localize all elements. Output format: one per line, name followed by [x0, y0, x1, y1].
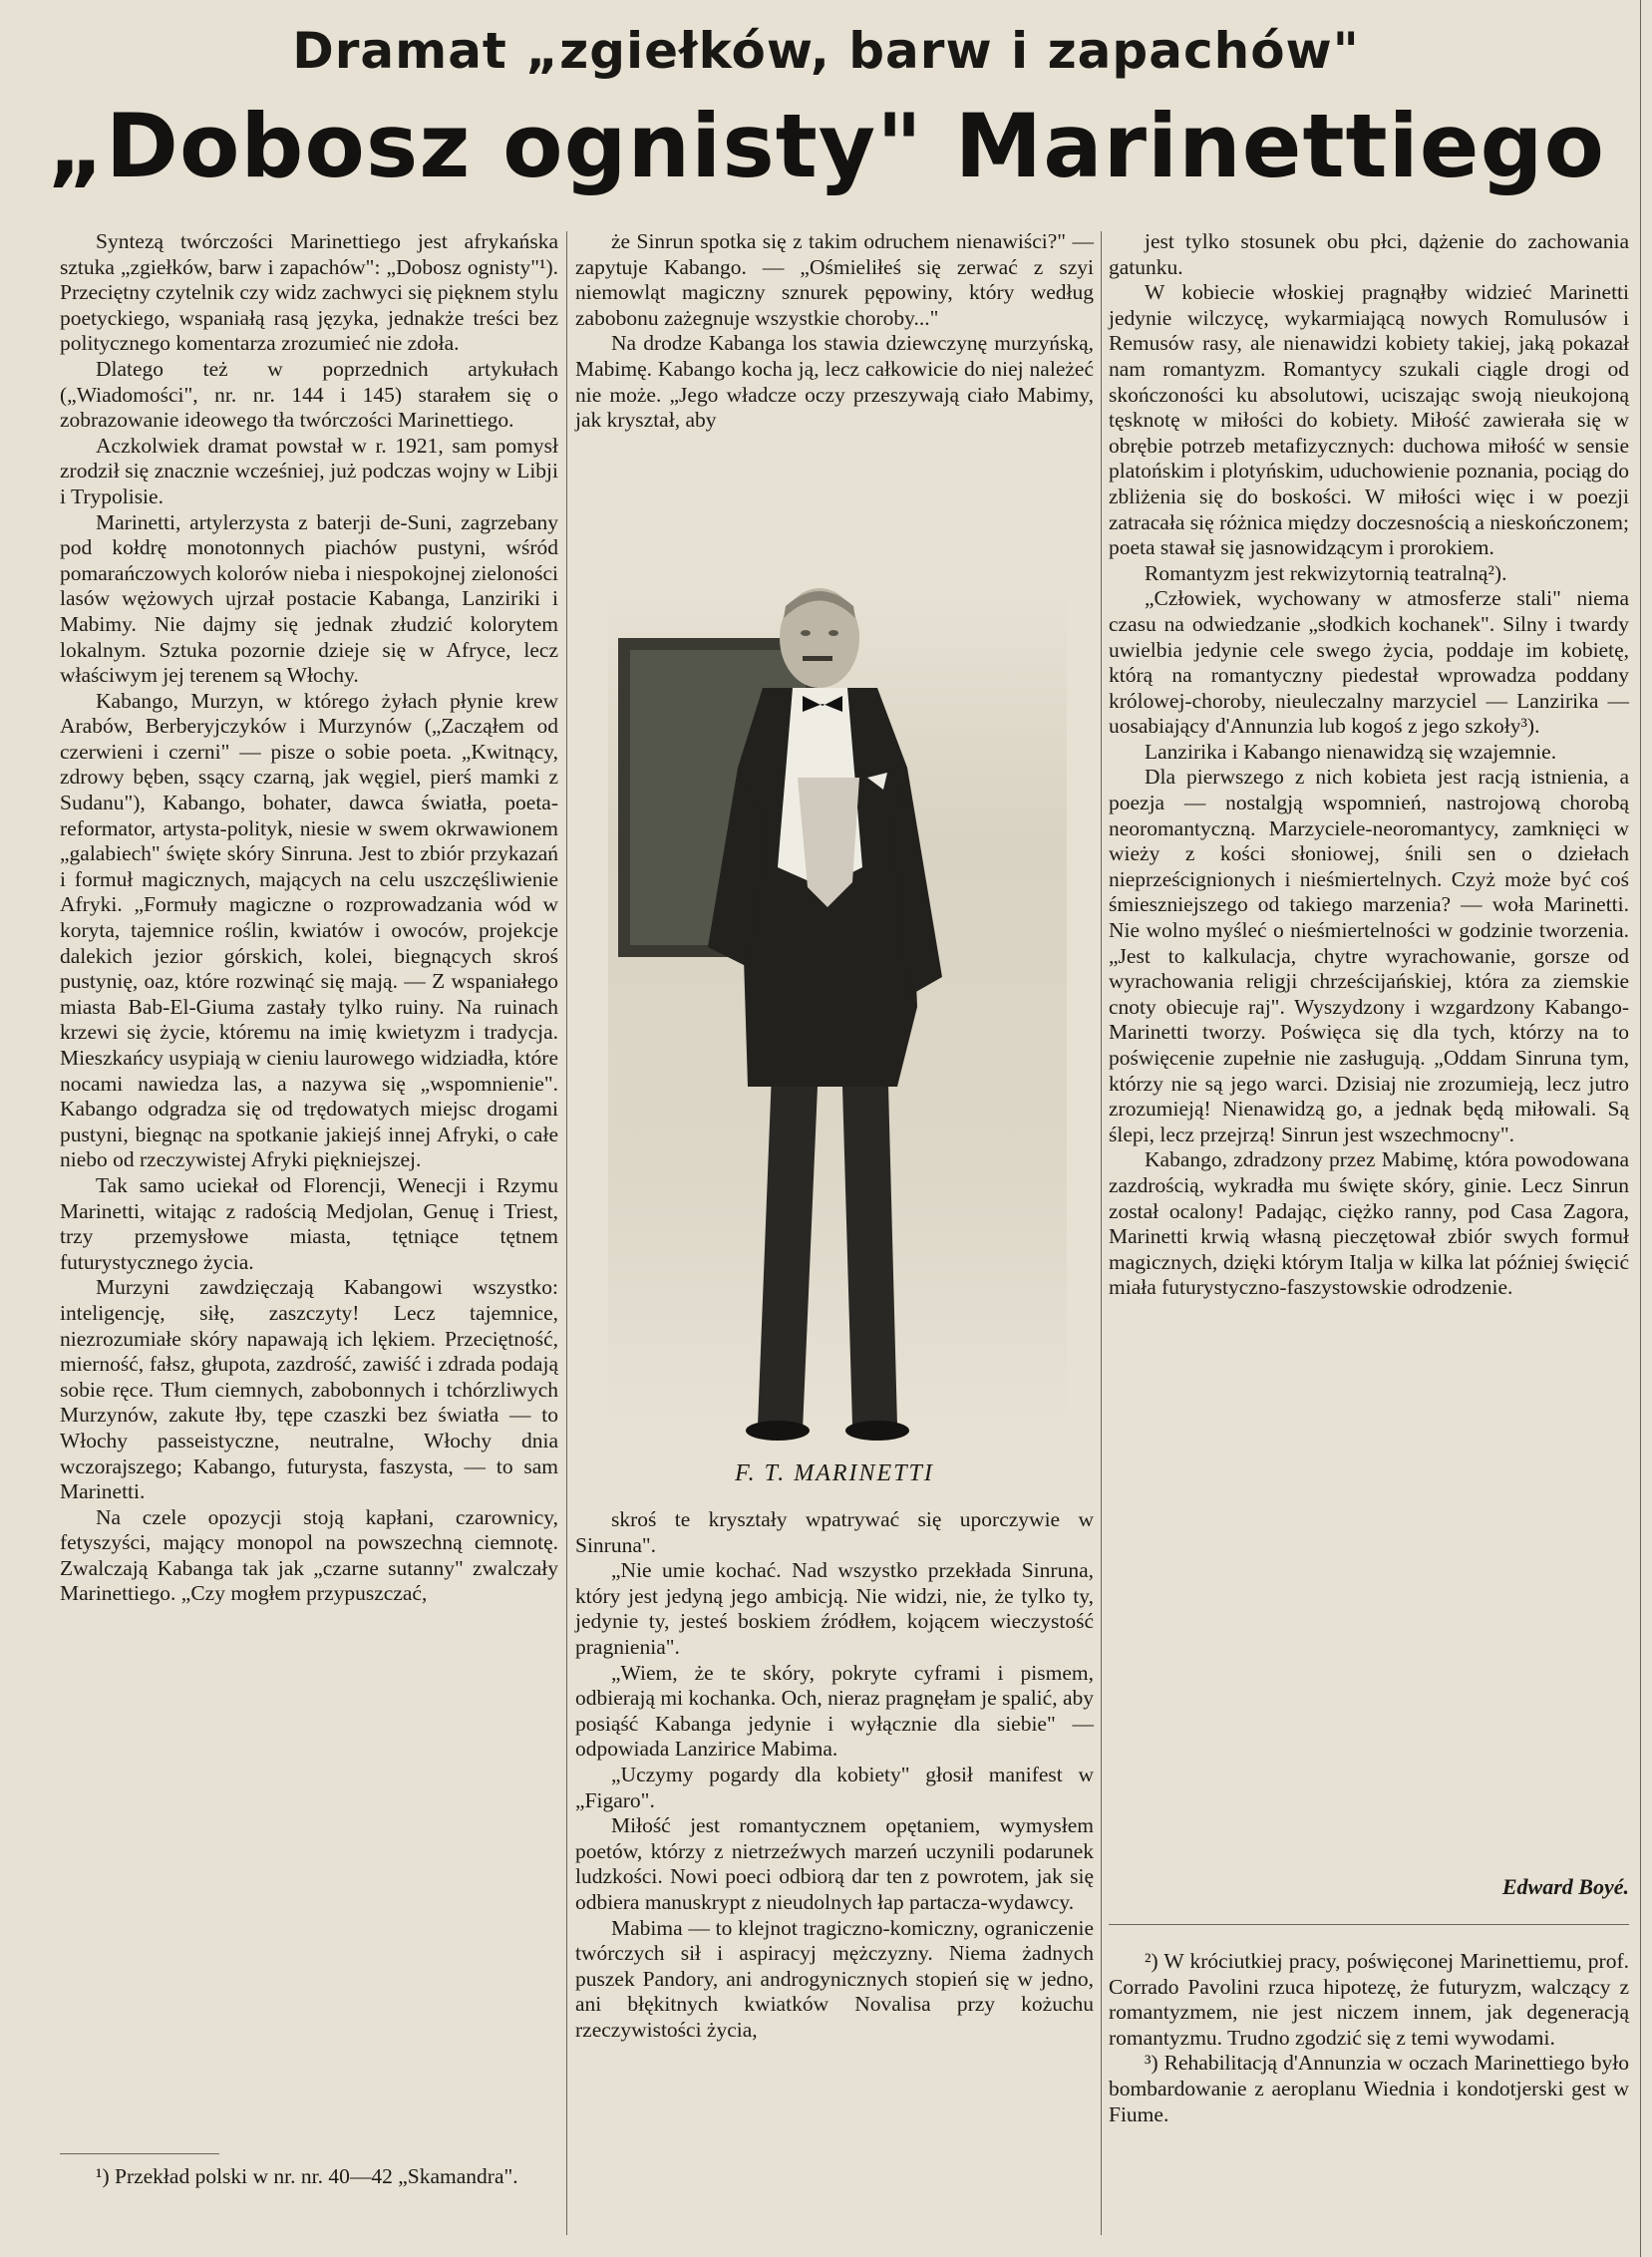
- paragraph: Mabima — to klejnot tragiczno-komiczny, ograniczenie twórczych sił i aspiracyj mężczyzny. Niema żadnych puszek Pandory, ani androgynicznych stopień się w jedno, ani błękitnych kwiatków Novalisa przy kożuchu rzeczywistości życia,: [575, 1915, 1094, 2042]
- footnote-rule-col1: [60, 2153, 219, 2154]
- paragraph: Kabango, zdradzony przez Mabimę, która powodowana zazdrością, wykradła mu święte skóry, ginie. Lecz Sinrun został ocalony! Padając, ciężko ranny, pod Casa Zagora, Marinetti krwią własną pieczętował zbiór swych formuł magicznych, dzięki którym Italja w kilka lat później święcić miała futurystyczno-faszystowskie odrodzenie.: [1109, 1147, 1629, 1300]
- paragraph: skroś te kryształy wpatrywać się uporczywie w Sinruna".: [575, 1507, 1094, 1557]
- column-2-top: [575, 229, 1094, 434]
- article-kicker: Dramat „zgiełków, barw i zapachów": [292, 22, 1360, 80]
- page-edge-rule: [1640, 0, 1641, 2257]
- paragraph: Marinetti, artylerzysta z baterji de-Suni, zagrzebany pod kołdrę monotonnych piachów pustyni, wśród pomarańczowych kolorów nieba i niespokojnej zieloności lasów wężowych ujrzał postacie Kabanga, Lanziriki i Mabimy. Nie dajmy się jednak złudzić kolorytem lokalnym. Sztuka pozornie dzieje się w Afryce, lecz właściwym jej terenem są Włochy.: [60, 509, 558, 688]
- footnote-1: [60, 2163, 558, 2189]
- moustache: [803, 656, 832, 661]
- paragraph: „Nie umie kochać. Nad wszystko przekłada Sinruna, który jest jedyną jego ambicją. Nie widzi, nie, że tylko ty, jedynie ty, jesteś boskiem źródłem, kojącem wieczystość pragnienia".: [575, 1558, 1094, 1659]
- footnote-text: ¹) Przekład polski w nr. nr. 40—42 „Skamandra".: [96, 2164, 518, 2188]
- paragraph: Miłość jest romantycznem opętaniem, wymysłem poetów, którzy z nietrzeźwych marzeń uczynili podarunek ludzkości. Nowi poeci odbiorą dar ten z powrotem, jak się odbiera manuskrypt z nieudolnych łap partacza-wydawcy.: [575, 1813, 1094, 1914]
- photo-caption: F. T. MARINETTI: [735, 1460, 934, 1486]
- footnotes-column-3: [1109, 1949, 1629, 2127]
- shoe-left: [746, 1421, 810, 1441]
- article-title: „Dobosz ognisty" Marinettiego: [47, 95, 1605, 197]
- paragraph: Na czele opozycji stoją kapłani, czarownicy, fetyszyści, mający monopol na powszechną ciemnotę. Zwalczają Kabanga tak jak „czarne sutanny" zwalczały Marinettiego. „Czy mogłem przypuszczać,: [60, 1504, 558, 1606]
- paragraph: Lanzirika i Kabango nienawidzą się wzajemnie.: [1145, 739, 1557, 764]
- marinetti-photo: [598, 528, 1077, 1446]
- footnote-text: ²) W króciutkiej pracy, poświęconej Marinettiemu, prof. Corrado Pavolini rzuca hipotezę, że futuryzm, walczący z romantyzmem, nie jest niczem innem, jak degeneracją romantyzmu. Trudno zgodzić się z temi wywodami.: [1109, 1949, 1629, 2050]
- paragraph: „Człowiek, wychowany w atmosferze stali" niema czasu na odwiedzanie „słodkich kochanek". Silny i twardy uwielbia jedynie cele swego życia, poddaje im kobietę, którą na romantyczny piedestał wprowadza poddany królowej-choroby, nieuleczalny marzyciel — Lanzirika — uosabiający d'Annunzia lub kogoś z jego szkoły³).: [1109, 586, 1629, 739]
- column-rule-1: [566, 231, 567, 2235]
- paragraph: Dla pierwszego z nich kobieta jest racją istnienia, a poezja — nostalgją wspomnień, nastrojową chorobą neoromantyczną. Marzyciele-neoromantycy, zamknięci w wieży z kości słoniowej, śnili sen o dziełach nieprześcignionych i nieśmiertelnych. Czyż może być coś śmieszniejszego od takiego marzenia? — woła Marinetti. Nie wolno myśleć o nieśmiertelności w godzinie tworzenia. „Jest to kalkulacja, chytre wyrachowanie, gorsze od wyrachowania religji chrześcijańskiej, która za ziemskie cnoty obiecuje raj". Wyszydzony i wzgardzony Kabango-Marinetti tworzy. Poświęca się dla tych, którzy na to poświęcenie zupełnie nie zasługują. „Oddam Sinruna tym, którzy nie są jego warci. Dzisiaj nie zrozumieją, lecz jutro zrozumieją! Nienawidzą go, a jednak będą miłowali. Są ślepi, lecz przejrzą! Sinrun jest wszechmocny".: [1109, 765, 1629, 1146]
- paragraph: Aczkolwiek dramat powstał w r. 1921, sam pomysł zrodził się znacznie wcześniej, już podczas wojny w Libji i Trypolisie.: [60, 433, 558, 508]
- paragraph: Murzyni zawdzięczają Kabangowi wszystko: inteligencję, siłę, zaszczyty! Lecz tajemnice, niezrozumiałe skóry napawają ich lękiem. Przeciętność, mierność, fałsz, głupota, zazdrość, zawiść i zdrada podają sobie ręce. Tłum ciemnych, zabobonnych i tchórzliwych Murzynów, zakute łby, tępe czaszki bez światła — to Włochy passeistyczne, neutralne, Włochy dnia wczorajszego; Kabango, futurysta, faszysta, — to sam Marinetti.: [60, 1275, 558, 1504]
- eye-right: [828, 630, 838, 636]
- paragraph: jest tylko stosunek obu płci, dążenie do zachowania gatunku.: [1109, 229, 1629, 279]
- column-2-bottom: [575, 1507, 1094, 2043]
- paragraph: „Wiem, że te skóry, pokryte cyframi i pismem, odbierają mi kochanka. Och, nieraz pragnęłam je spalić, aby posiąść Kabanga jedynie i wyłącznie dla siebie" — odpowiada Lanzirice Mabima.: [575, 1660, 1094, 1762]
- paragraph: W kobiecie włoskiej pragnąłby widzieć Marinetti jedynie wilczycę, wykarmiającą nowych Romulusów i Remusów rasy, ale nienawidzi kobiety takiej, jaką pokazał nam romantyzm. Romantycy szukali ciągle drogi od skończoności ku absolutowi, uciszając swoją nieukojoną tęsknotę w miłości do kobiety. Miłość zawierała się w obrębie potrzeb metafizycznych: duchowa miłość w sensie platońskim i plotyńskim, uduchowienie poznania, pociąg do zbliżenia się do boskości. W miłości więc i w poezji zatracała się różnica między doczesnością a nieskończonem; poeta stawał się jasnowidzącym i prorokiem.: [1109, 280, 1629, 560]
- paragraph: Syntezą twórczości Marinettiego jest afrykańska sztuka „zgiełków, barw i zapachów": „Dobosz ognisty"¹). Przeciętny czytelnik czy widz zachwyci się pięknem stylu poetyckiego, wspaniałą rasą języka, jednakże treści bez politycznego komentarza zrozumieć nie zdoła.: [60, 229, 558, 356]
- footnote-text: ³) Rehabilitacją d'Annunzia w oczach Marinettiego było bombardowanie z aeroplanu Wiednia i kondotjerski gest w Fiume.: [1109, 2051, 1629, 2126]
- footnote-rule-col3: [1109, 1924, 1629, 1925]
- paragraph: Dlatego też w poprzednich artykułach („Wiadomości", nr. nr. 144 i 145) starałem się o zobrazowanie ideowego tła twórczości Marinettiego.: [60, 356, 558, 433]
- shoe-right: [845, 1421, 909, 1441]
- column-3: [1109, 229, 1629, 1301]
- author-signature: Edward Boyé.: [1501, 1874, 1629, 1899]
- column-rule-2: [1101, 231, 1102, 2235]
- paragraph: że Sinrun spotka się z takim odruchem nienawiści?" — zapytuje Kabango. — „Ośmieliłeś się zerwać z szyi niemowląt magiczny sznurek pępowiny, który według zabobonu zażegnuje wszystkie choroby...": [575, 229, 1094, 330]
- eye-left: [801, 630, 811, 636]
- paragraph: „Uczymy pogardy dla kobiety" głosił manifest w „Figaro".: [575, 1762, 1094, 1812]
- column-1: [60, 229, 558, 1607]
- paragraph: Tak samo uciekał od Florencji, Wenecji i Rzymu Marinetti, witając z radością Medjolan, Genuę i Triest, trzy przemysłowe miasta, tętniące tętnem futurystycznego życia.: [60, 1172, 558, 1274]
- paragraph: Kabango, Murzyn, w którego żyłach płynie krew Arabów, Berberyjczyków i Murzynów („Zacząłem od czerwieni i czerni" — pisze o sobie poeta. „Kwitnący, zdrowy bęben, ssący czarną, jak węgiel, pierś mamki z Sudanu"), Kabango, bohater, dawca światła, poeta-reformator, artysta-polityk, niesie w swem okrwawionem „galabiech" święte skóry Sinruna. Jest to zbiór przykazań i formuł magicznych, mających na celu uszczęśliwienie Afryki. „Formuły magiczne o rozprowadzania wód w koryta, tajemnice roślin, kwiatów i owoców, projekcje dalekich jezior górskich, kolei, biegnących skroś pustynię, oaz, które rozwinąć się mają. — Z wspaniałego miasta Bab-El-Giuma zastały tylko ruiny. Na ruinach krzewi się życie, któremu na imię kwietyzm i tradycja. Mieszkańcy usypiają w cieniu laurowego widziadła, które nocami nawiedza las, a nazywa się „wspomnienie". Kabango odgradza się od trędowatych miejsc drogami pustyni, biegnąc na spotkanie jakiejś innej Afryki, o całe niebo od rzeczywistej Afryki piękniejszej.: [60, 688, 558, 1172]
- paragraph: Na drodze Kabanga los stawia dziewczynę murzyńską, Mabimę. Kabango kocha ją, lecz całkowicie do niej należeć nie może. „Jego władcze oczy przeszywają ciało Mabimy, jak kryształ, aby: [575, 331, 1094, 433]
- paragraph: Romantyzm jest rekwizytornią teatralną²).: [1145, 560, 1507, 585]
